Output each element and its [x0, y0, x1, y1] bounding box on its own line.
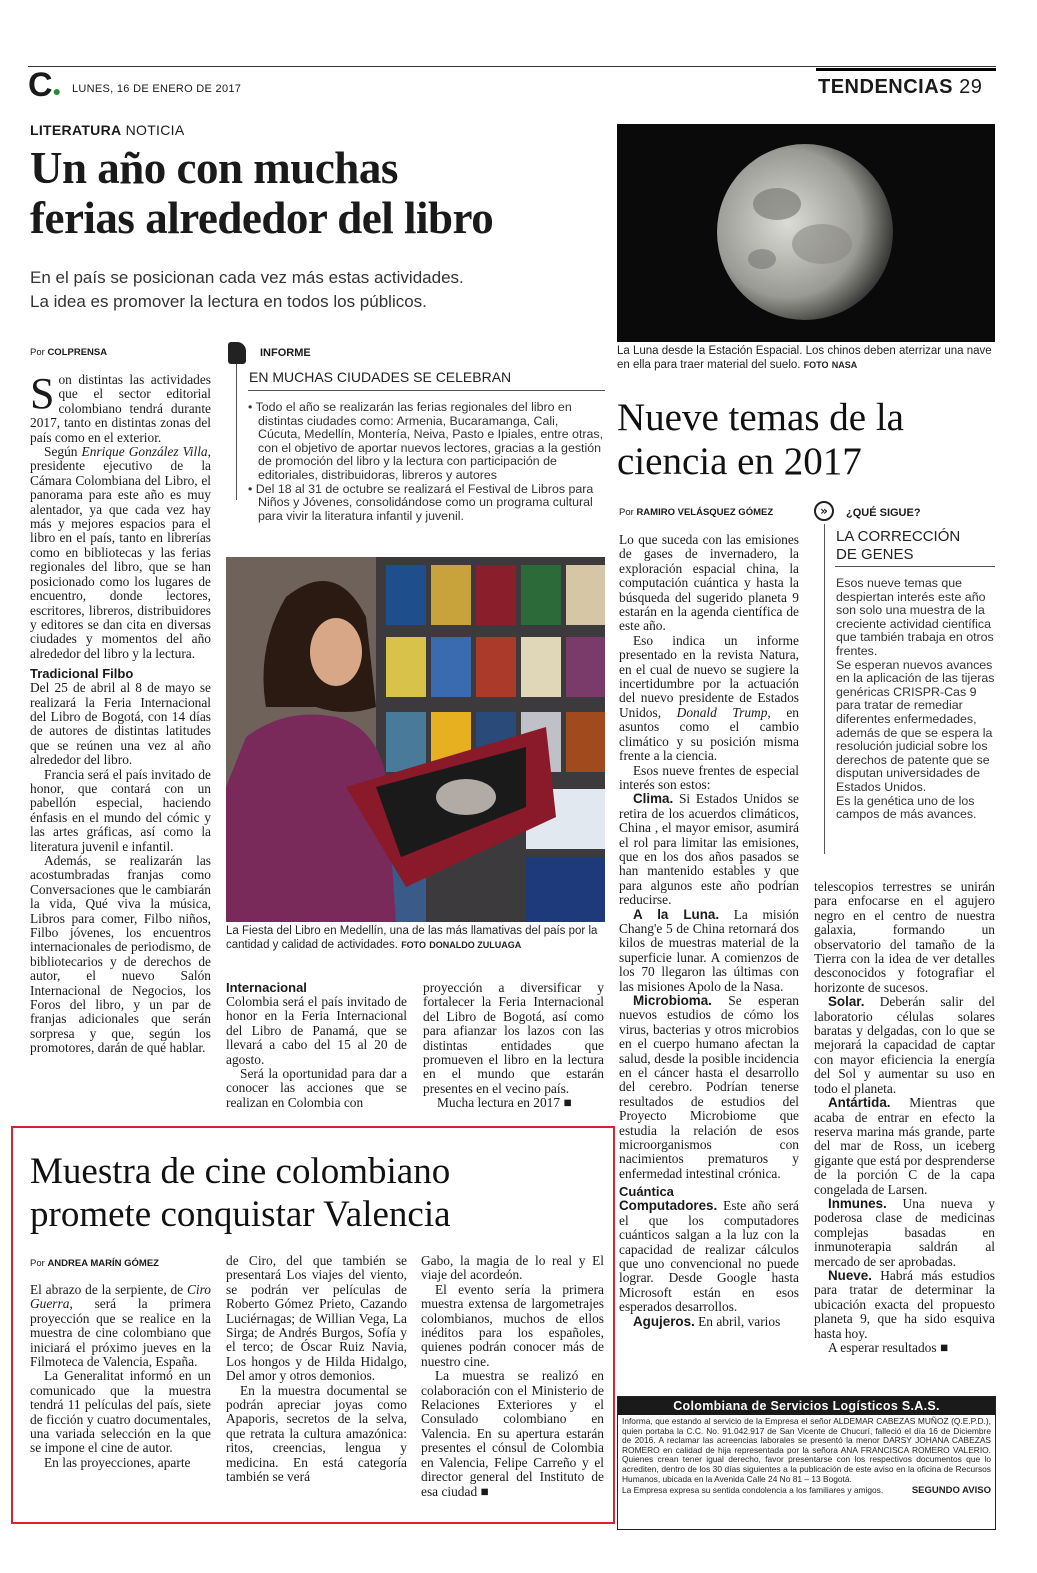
article1-column-3: proyección a diversificar y fortalecer la Feria Internacional del Libro de Bogotá, así como para afianzar los lazos con las distintas entidades que promueven el libro en la lectura en el mundo que estarán presentes en el vecino país. Mucha lectura en 2017 ■	[423, 980, 604, 1111]
article3-column-1: El abrazo de la serpiente, de Ciro Guerra, será la primera proyección que se realice en la muestra de cine colombiano que iniciará el próximo jueves en la Filmoteca de Valencia, España. La Generalitat informó en un comunicado que la muestra tendrá 11 películas del país, siete de ficción y cuatro documentales, una variada selección en la que se impone el cine de autor. En las proyecciones, aparte	[30, 1282, 211, 1470]
article1-deck: En el país se posicionan cada vez más estas actividades. La idea es promover la lectura en todos los públicos.	[30, 268, 464, 311]
issue-date: LUNES, 16 DE ENERO DE 2017	[72, 83, 242, 95]
drop-cap: S	[30, 369, 55, 418]
next-box-text: Esos nueve temas que despiertan interés este año son solo una muestra de la creciente actividad científica que también trabaja en otros frentes. Se esperan nuevos avances en la aplicación de las tijeras genéricas CRISPR-Cas 9 para tratar de remediar diferentes enfermedades, además de que se espera la resolución judicial sobre los derechos de patente que se disputan universidades de Estados Unidos. Es la genética uno de los campos de más avances.	[836, 576, 995, 822]
article1-kicker: LITERATURA NOTICIA	[30, 122, 185, 138]
book-fair-caption: La Fiesta del Libro en Medellín, una de las más llamativas del país por la cantidad y calidad de actividades. FOTO DONALDO ZULUAGA	[226, 925, 598, 951]
end-mark: ■	[563, 1095, 572, 1111]
article1-column-1: Son distintas las actividades que el sector editorial colombiano tendrá durante 2017, tanto en distintas zonas del país como en el exterior. Según Enrique González Villa, presidente ejecutivo de la Cámara Colombiana del Libro, el panorama para este año es muy alentador, ya que cada vez hay más y mejores espacios para el libro en el país, tanto en librerías como en bibliotecas y las ferias regionales del libro, que se han posicionado como los lugares de encuentro, donde lectores, escritores, libreros, distribuidores y editores se dan cita en diversas ciudades y momentos del año alrededor del libro y la lectura. Tradicional Filbo Del 25 de abril al 8 de mayo se realizará la Feria Internacional del Libro de Bogotá, con 14 días de autores de distintas latitudes que se reúnen una vez al año alrededor del libro. Francia será el país invitado de honor, que contará con un pabellón especial, haciendo énfasis en el mundo del cómic y las artes gráficas, así como la literatura juvenil e infantil. Además, se realizarán las acostumbradas franjas como Conversaciones que le cambiarán la vida, Qué viva la música, Libros para comer, Filbo niños, Filbo jóvenes, los encuentros internacionales de periodismo, de bibliotecarios y de derechos de autor, el nuevo Salón Internacional de Negocios, los Foros del libro, y un par de franjas adicionales que serán sorpresa y que, según los promotores, darán de qué hablar.	[30, 369, 211, 1056]
informe-label: INFORME	[260, 347, 311, 359]
next-box-title: LA CORRECCIÓN DE GENES	[836, 528, 961, 563]
end-mark: ■	[480, 1483, 489, 1499]
next-box-title-rule	[835, 566, 995, 567]
article2-headline: Nueve temas de la ciencia en 2017	[617, 396, 904, 483]
subhead-cuantica: Cuántica	[619, 1184, 674, 1200]
next-icon: »	[814, 501, 834, 521]
notice-ad	[617, 1396, 996, 1530]
article3-column-3: Gabo, la magia de lo real y El viaje del acordeón. El evento sería la primera muestra extensa de largometrajes colombianos, muchos de ellos inéditos para los españoles, quienes podrán conocer más de nuestro cine. La muestra se realizó en colaboración con el Ministerio de Relaciones Exteriores y el Consulado colombiano en Valencia. En su apertura estarán presentes el cónsul de Colombia en Valencia, Felipe Carreño y el director general del Instituto de esa ciudad ■	[421, 1253, 604, 1499]
notice-company: Colombiana de Servicios Logísticos S.A.S.	[618, 1397, 995, 1415]
section-name: TENDENCIAS 29	[818, 76, 983, 98]
article3-headline: Muestra de cine colombiano promete conquistar Valencia	[30, 1151, 451, 1235]
article2-column-1: Lo que suceda con las emisiones de gases de invernadero, la exploración espacial china, la computación cuántica y hasta la búsqueda del sugerido planeta 9 estarán en la agenda científica de este año. Eso indica un informe presentado en la revista Natura, en el cual de nuevo se sugiere la incertidumbre por la actuación del nuevo presidente de Estados Unidos, Donald Trump, en asuntos como el cambio climático y su posición misma frente a la ciencia. Esos nueve frentes de especial interés son estos: Clima. Si Estados Unidos se retira de los acuerdos climáticos, China , el mayor emisor, asumirá el rol para limitar las emisiones, que en los dos años pasados se han mantenido estables y que para algunos este año podrían reducirse. A la Luna. La misión Chang'e 5 de China retornará dos kilos de muestras material de la superficie lunar. A comienzos de los 70 llegaron las últimas con las misiones Apolo de la Nasa. Microbioma. Se esperan nuevos estudios de cómo los virus, bacterias y otros microbios en el cuerpo humano afectan la salud, desde la posible incidencia en el cáncer hasta el desarrollo del cerebro. Podrían tenerse resultados de estudios del Proyecto Microbiome que estudia la relación de esos microorganismos con nacimientos prematuros y enfermedad intestinal crónica. Cuántica Computadores. Este año será el que los computadores cuánticos salgan a la luz con la capacidad de realizar cálculos que uno convencional no puede lograr. Desde Google hasta Microsoft están en esos esperados desarrollos. Agujeros. En abril, varios	[619, 532, 799, 1329]
publication-logo: C●	[28, 66, 62, 104]
next-box-rule	[824, 524, 825, 854]
book-fair-photo	[226, 557, 605, 922]
subhead-internacional: Internacional	[226, 980, 307, 995]
informe-title-rule	[248, 390, 605, 391]
page-number: 29	[959, 76, 983, 98]
notice-text: Informa, que estando al servicio de la Empresa el señor ALDEMAR CABEZAS MUÑOZ (Q.E.P.D.), quien portaba la C.C. No. 91.042.917 de San Vicente de Chucurí, falleció el día 16 de Diciembre de 2016. A reclamar las acreencias laborales se presentó la menor DARSY JOHANA CABEZAS ROMERO en calidad de hija representada por la señora ANA FRANCISCA ROMERO VALERIO. Quienes crean tener igual derecho, favor presentarse con los respectivos documentos que lo acrediten, dentro de los 30 días siguientes a la publicación de este aviso en la oficina de Recursos Humanos, ubicada en la Avenida Calle 24 No 81 – 13 Bogotá.	[622, 1416, 991, 1484]
article1-byline: Por COLPRENSA	[30, 347, 108, 358]
end-mark: ■	[939, 1340, 949, 1355]
informe-list: • Todo el año se realizarán las ferias regionales del libro en distintas ciudades como: Armenia, Bucaramanga, Cali, Cúcuta, Medellín, Montería, Neiva, Pasto e Ipiales, entre otras, con el objetivo de aportar nuevos lectores, gracias a la gestión de promoción del libro y la lectura con participación de editoriales, distribuidoras, libreros y autores • Del 18 al 31 de octubre se realizará el Festival de Libros para Niños y Jóvenes, consolidándose como un programa cultural para vivir la literatura infantil y juvenil.	[248, 400, 604, 523]
informe-rule	[236, 364, 237, 500]
article2-column-2: telescopios terrestres se unirán para enfocarse en el agujero negro en el centro de nuestra galaxia, formando un observatorio del tamaño de la Tierra con la idea de ver detalles desconocidos y fotografiar el horizonte de sucesos. Solar. Deberán salir del laboratorio células solares baratas y delgadas, con lo que se mejorará la capacidad de captar con mayor eficiencia la energía del Sol y aumentar su uso en todo el planeta. Antártida. Mientras que acaba de entrar en efecto la reserva marina más grande, parte del mar de Ross, un iceberg gigante que está por desprenderse de la porción C de la capa congelada de Larsen. Inmunes. Una nueva y poderosa clase de medicinas complejas basadas en inmunoterapia saldrán al mercado de ser aprobadas. Nueve. Habrá más estudios para tratar de determinar la ubicación exacta del propuesto planeta 9, que ha sido esquiva hasta hoy. A esperar resultados ■	[814, 879, 995, 1355]
informe-icon	[228, 342, 246, 364]
article3-column-2: de Ciro, del que también se presentará Los viajes del viento, se podrán ver películas de Roberto Gómez Prieto, Cazando Luciérnagas; de Willian Vega, La Sirga; de Andrés Burgos, Sofía y el terco; de Óscar Ruiz Navia, Los hongos y de Hilda Hidalgo, Del amor y otros demonios. En la muestra documental se podrán apreciar joyas como Apaporis, secretos de la selva, que retrata la cultura amazónica: ritos, creencias, lengua y medicina. En está categoría también se verá	[226, 1253, 407, 1485]
book-fair-illustration	[226, 557, 605, 922]
section-bar	[816, 68, 996, 71]
moon-photo	[617, 124, 995, 342]
notice-tag: SEGUNDO AVISO	[911, 1485, 991, 1497]
article1-headline: Un año con muchas ferias alrededor del libro	[30, 143, 494, 243]
article2-byline: Por RAMIRO VELÁSQUEZ GÓMEZ	[619, 507, 774, 518]
notice-condolence: La Empresa expresa su sentida condolencia a los familiares y amigos.	[622, 1485, 884, 1496]
article1-column-2: Internacional Colombia será el país invitado de honor en la Feria Internacional del Libro de Panamá, que se llevará a cabo del 15 al 20 de agosto. Será la oportunidad para dar a conocer las acciones que se realizan en Colombia con	[226, 980, 407, 1110]
subhead-filbo: Tradicional Filbo	[30, 666, 134, 682]
header-rule	[28, 66, 996, 67]
moon-caption: La Luna desde la Estación Espacial. Los chinos deben aterrizar una nave en ella para traer material del suelo. FOTO NASA	[617, 345, 992, 371]
article3-byline: Por ANDREA MARÍN GÓMEZ	[30, 1258, 159, 1269]
next-box-label: ¿QUÉ SIGUE?	[846, 507, 921, 519]
informe-title: EN MUCHAS CIUDADES SE CELEBRAN	[249, 369, 512, 385]
moon-illustration	[617, 124, 995, 342]
